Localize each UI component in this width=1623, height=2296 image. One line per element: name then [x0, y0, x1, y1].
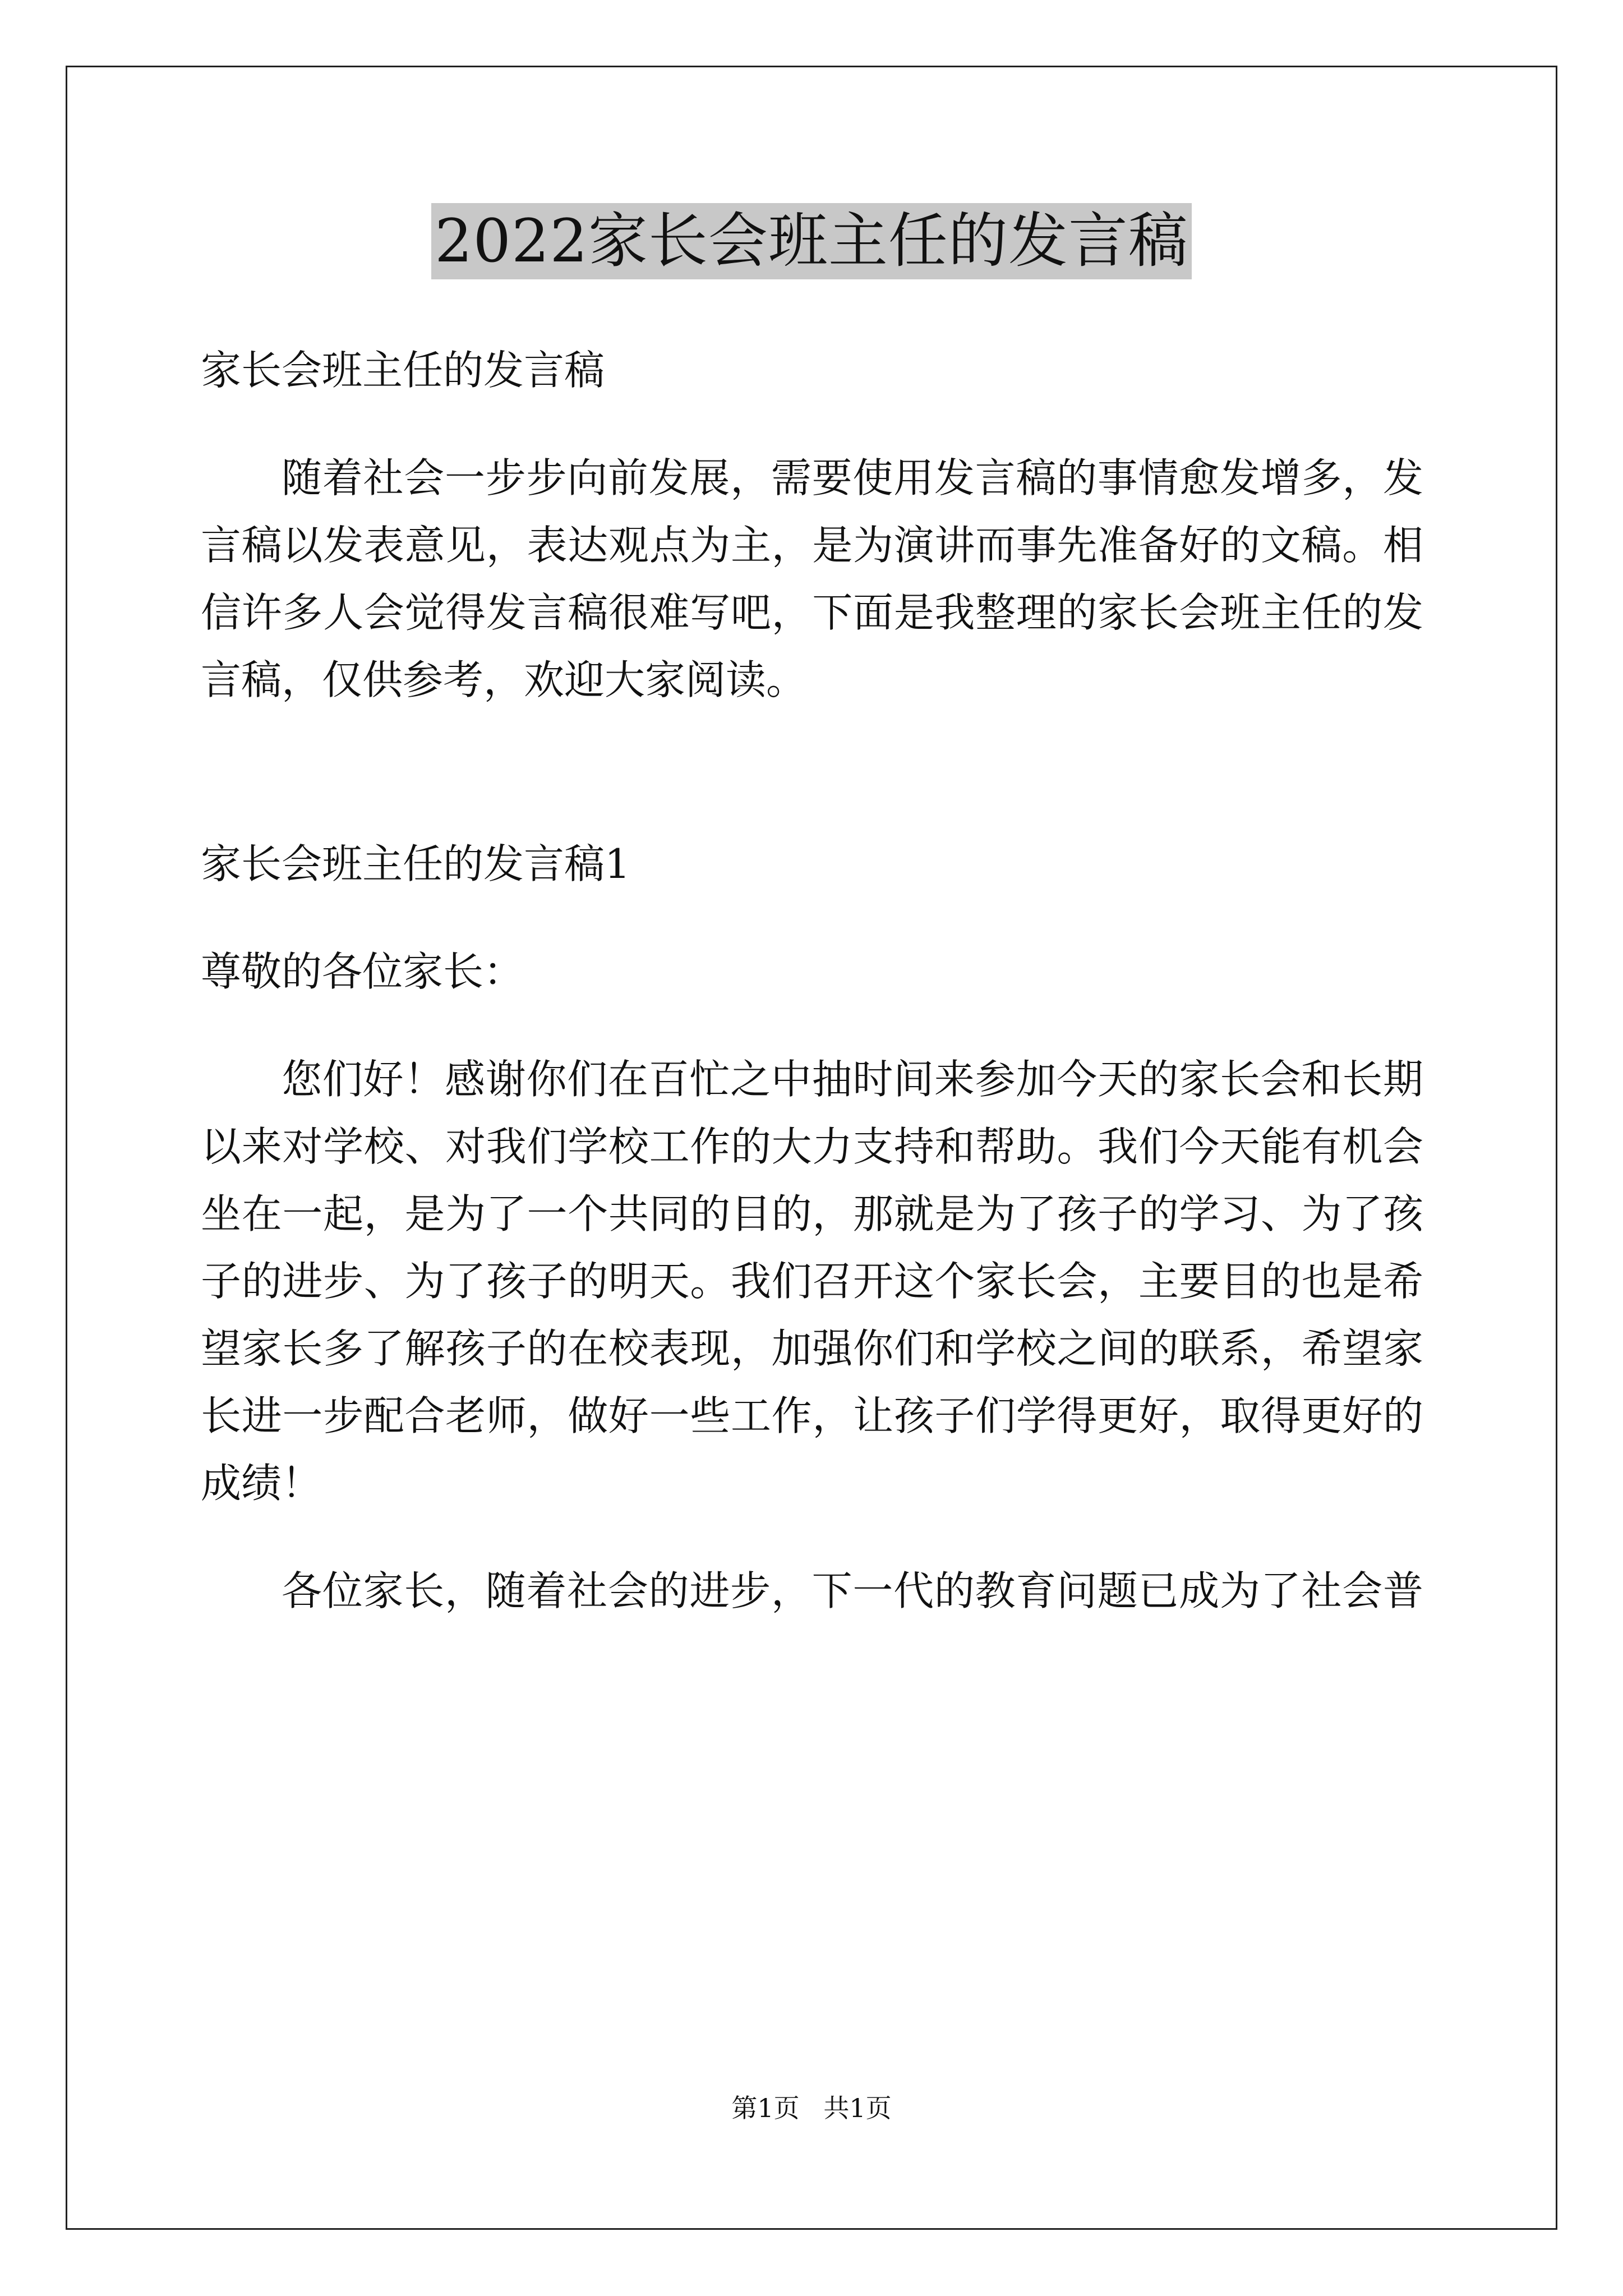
section-heading: 家长会班主任的发言稿1 [201, 840, 630, 887]
greeting: 尊敬的各位家长： [201, 948, 524, 995]
paragraph-line: 信许多人会觉得发言稿很难写吧，下面是我整理的家长会班主任的发 [201, 589, 1423, 636]
paragraph-line: 您们好！感谢你们在百忙之中抽时间来参加今天的家长会和长期 [282, 1056, 1423, 1103]
paragraph-line: 成绩！ [201, 1460, 322, 1507]
paragraph-line: 坐在一起，是为了一个共同的目的，那就是为了孩子的学习、为了孩 [201, 1190, 1423, 1237]
document-title: 2022家长会班主任的发言稿 [431, 203, 1192, 279]
paragraph-line: 言稿以发表意见，表达观点为主，是为演讲而事先准备好的文稿。相 [201, 522, 1423, 569]
page-number: 第1页 [731, 2093, 800, 2123]
paragraph-line: 以来对学校、对我们学校工作的大力支持和帮助。我们今天能有机会 [201, 1123, 1423, 1170]
heading: 家长会班主任的发言稿 [201, 347, 605, 394]
title-container [0, 203, 1623, 279]
paragraph-line: 各位家长，随着社会的进步，下一代的教育问题已成为了社会普 [282, 1567, 1423, 1614]
page-total: 共1页 [823, 2093, 892, 2123]
paragraph-line: 长进一步配合老师，做好一些工作，让孩子们学得更好，取得更好的 [201, 1392, 1423, 1439]
paragraph-line: 望家长多了解孩子的在校表现，加强你们和学校之间的联系，希望家 [201, 1325, 1423, 1372]
paragraph-line: 随着社会一步步向前发展，需要使用发言稿的事情愈发增多，发 [282, 454, 1423, 501]
body-paragraph-1 [201, 1046, 1423, 1517]
body-paragraph-2 [201, 1557, 1423, 1625]
paragraph-line: 言稿，仅供参考，欢迎大家阅读。 [201, 656, 807, 703]
document-body [201, 337, 1423, 1625]
paragraph-line: 子的进步、为了孩子的明天。我们召开这个家长会，主要目的也是希 [201, 1258, 1423, 1305]
intro-paragraph [201, 444, 1423, 714]
page-footer [0, 2091, 1623, 2125]
